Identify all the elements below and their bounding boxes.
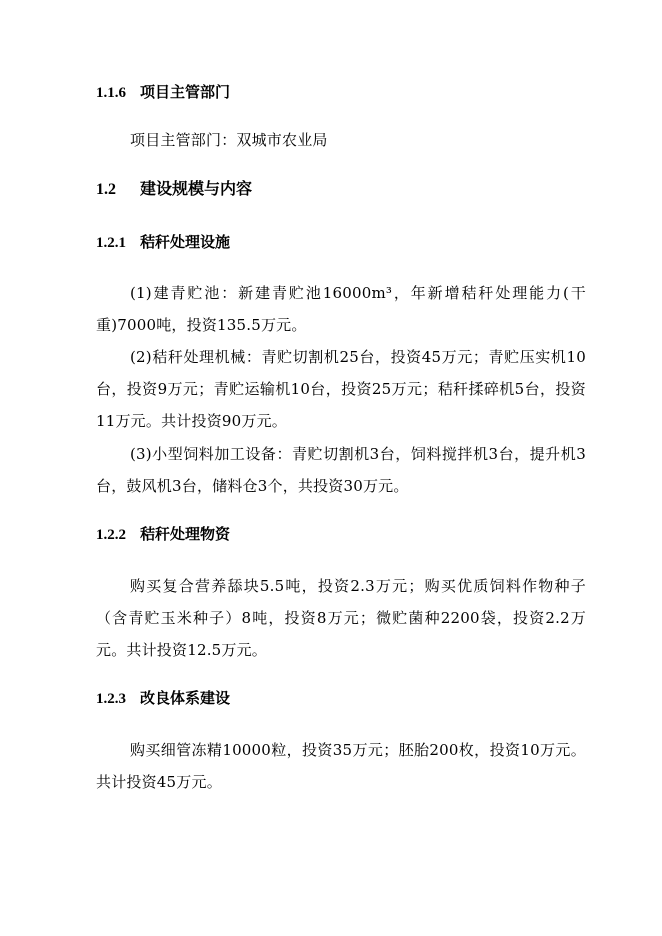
section-number: 1.2 bbox=[96, 181, 116, 198]
section-title: 秸秆处理设施 bbox=[140, 233, 231, 251]
section-heading-1-1-6 bbox=[96, 82, 230, 103]
section-heading-1-2-2 bbox=[96, 524, 230, 545]
section-number: 1.1.6 bbox=[96, 85, 126, 101]
paragraph-facility-2: (2)秸秆处理机械：青贮切割机25台，投资45万元；青贮压实机10台，投资9万元；青贮运输机10台，投资25万元；秸秆揉碎机5台，投资11万元。共计投资90万元。 bbox=[96, 348, 586, 430]
paragraph-dept: 项目主管部门：双城市农业局 bbox=[130, 131, 328, 149]
section-heading-1-2 bbox=[96, 179, 252, 200]
section-title: 秸秆处理物资 bbox=[140, 525, 231, 543]
section-title: 建设规模与内容 bbox=[140, 179, 253, 198]
paragraph-materials: 购买复合营养舔块5.5吨，投资2.3万元；购买优质饲料作物种子（含青贮玉米种子）8吨，投资8万元；微贮菌种2200袋，投资2.2万元。共计投资12.5万元。 bbox=[96, 577, 586, 659]
paragraph-breeding: 购买细管冻精10000粒，投资35万元；胚胎200枚，投资10万元。共计投资45万元。 bbox=[96, 741, 586, 791]
section-title: 项目主管部门 bbox=[140, 83, 231, 101]
paragraph-facility-3: (3)小型饲料加工设备：青贮切割机3台，饲料搅拌机3台，提升机3台，鼓风机3台，储料仓3个，共投资30万元。 bbox=[96, 445, 586, 495]
section-number: 1.2.3 bbox=[96, 691, 126, 707]
section-number: 1.2.1 bbox=[96, 235, 126, 251]
section-heading-1-2-1 bbox=[96, 232, 230, 253]
section-number: 1.2.2 bbox=[96, 527, 126, 543]
section-heading-1-2-3 bbox=[96, 688, 230, 709]
paragraph-facility-1: (1)建青贮池：新建青贮池16000m³，年新增秸秆处理能力(干重)7000吨，投资135.5万元。 bbox=[96, 284, 586, 334]
section-title: 改良体系建设 bbox=[140, 689, 231, 707]
